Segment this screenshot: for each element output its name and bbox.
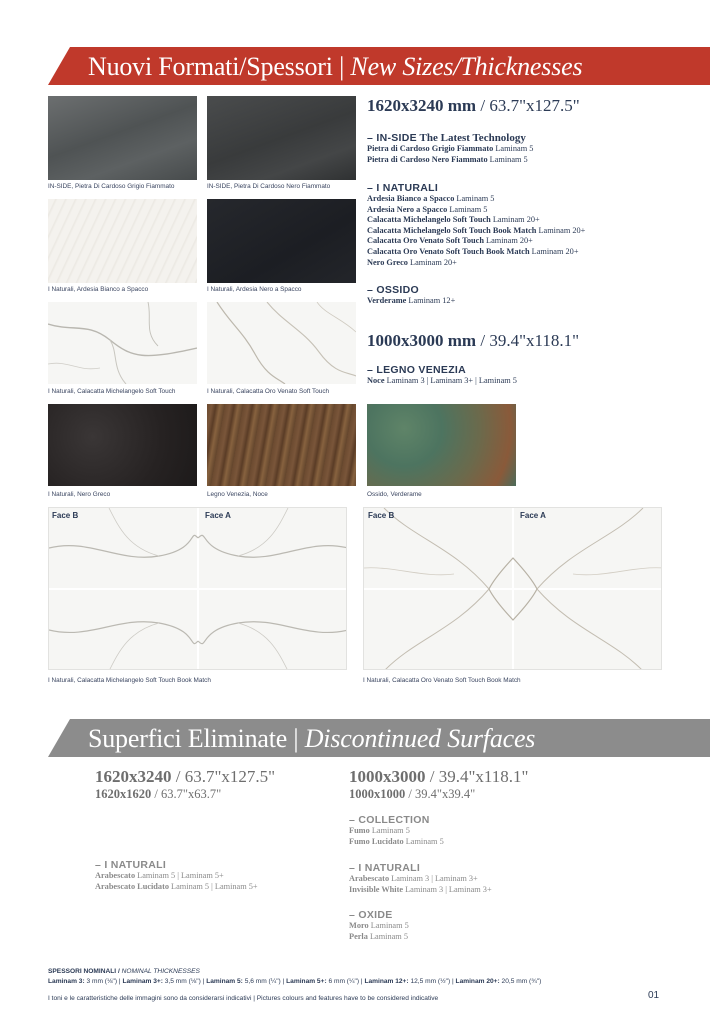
size-sep: /	[171, 767, 185, 786]
size-main: 1620x3240	[95, 767, 172, 786]
size-inch: 63.7"x127.5"	[184, 767, 276, 786]
face-b-label: Face B	[52, 511, 79, 520]
caption-calacatta-michelangelo: I Naturali, Calacatta Michelangelo Soft Touch	[48, 388, 176, 395]
caption-ardesia-bianco: I Naturali, Ardesia Bianco a Spacco	[48, 286, 149, 293]
product-line	[367, 258, 585, 269]
tile-book-match-michelangelo	[48, 507, 347, 670]
tile-ardesia-bianco	[48, 199, 197, 283]
disc-size-1620x3240	[95, 767, 275, 787]
product-line	[367, 236, 585, 247]
section-inside	[367, 132, 533, 165]
nominal-thickness-list: Laminam 3: 3 mm (⅛") | Laminam 3+: 3,5 mm (⅛") | Laminam 5: 5,6 mm (¼") | Laminam 5+: 6 mm (¼") | Laminam 12+: 12,5 mm (½") | Laminam 20+: 20,5 mm (¾")	[48, 978, 542, 985]
size-sep: /	[476, 96, 490, 115]
inside-title: – IN-SIDE	[367, 132, 417, 144]
nominal-thickness-title	[48, 968, 200, 975]
banner-separator: |	[339, 52, 345, 81]
product-line	[367, 215, 585, 226]
tile-calacatta-oro	[207, 302, 356, 384]
caption-calacatta-oro: I Naturali, Calacatta Oro Venato Soft Touch	[207, 388, 330, 395]
product-thickness: Laminam 5 | Laminam 5+	[135, 871, 224, 880]
caption-nero-greco: I Naturali, Nero Greco	[48, 491, 111, 498]
size-sep: /	[476, 331, 490, 350]
product-line	[367, 205, 585, 216]
product-name: Fumo Lucidato	[349, 836, 404, 846]
face-b-label: Face B	[368, 511, 395, 520]
product-thickness: Laminam 12+	[406, 296, 456, 305]
product-name: Moro	[349, 921, 369, 930]
product-thickness: Laminam 20+	[536, 225, 586, 235]
section-i-naturali	[367, 182, 585, 268]
disc-section-oxide	[349, 909, 409, 942]
tile-cardoso-grigio	[48, 96, 197, 180]
product-thickness: Laminam 5	[487, 154, 528, 164]
product-line	[349, 874, 492, 885]
product-line	[349, 921, 409, 932]
product-thickness: Laminam 3 | Laminam 3+	[403, 884, 492, 894]
product-line	[367, 155, 533, 166]
size-main: 1620x1620	[95, 787, 152, 801]
product-name: Ardesia Nero a Spacco	[367, 204, 448, 214]
caption-cardoso-nero: IN-SIDE, Pietra Di Cardoso Nero Fiammato	[207, 183, 331, 190]
section-title: – OXIDE	[349, 909, 393, 921]
product-thickness: Laminam 3 | Laminam 3+	[389, 874, 478, 883]
section-title: – I NATURALI	[95, 859, 167, 871]
product-thickness: Laminam 5	[369, 826, 410, 835]
size-main: 1000x3000	[349, 767, 426, 786]
size-1620x3240-heading	[367, 96, 580, 116]
banner-separator: |	[293, 724, 299, 753]
size-mm: 1000x3000 mm	[367, 331, 477, 350]
size-inch: 39.4"x118.1"	[438, 767, 529, 786]
tile-ardesia-nero	[207, 199, 356, 283]
product-name: Calacatta Michelangelo Soft Touch Book Match	[367, 225, 537, 235]
product-name: Perla	[349, 931, 368, 941]
product-thickness: Laminam 20+	[490, 215, 540, 225]
caption-cardoso-grigio: IN-SIDE, Pietra Di Cardoso Grigio Fiammato	[48, 183, 175, 190]
size-inch: 63.7"x127.5"	[489, 96, 580, 115]
disc-size-1000x1000	[349, 787, 475, 802]
discontinued-banner	[48, 719, 710, 757]
product-name: Verderame	[367, 296, 407, 305]
product-thickness: Laminam 3 | Laminam 3+ | Laminam 5	[384, 376, 517, 385]
disc-section-i-naturali-left	[95, 859, 258, 892]
banner-title-en: New Sizes/Thicknesses	[350, 52, 583, 81]
thickness-value: 6 mm (¼")	[326, 978, 360, 985]
product-name: Ardesia Bianco a Spacco	[367, 194, 455, 203]
product-line	[349, 837, 444, 848]
size-mm: 1620x3240 mm	[367, 96, 477, 115]
size-1000x3000-heading	[367, 331, 579, 351]
product-name: Calacatta Oro Venato Soft Touch Book Match	[367, 246, 530, 256]
thickness-label: Laminam 5+:	[286, 978, 327, 985]
section-title: – OSSIDO	[367, 284, 419, 296]
product-line	[95, 871, 258, 882]
book-match-veins	[364, 508, 662, 670]
size-inch: 39.4"x39.4"	[414, 787, 476, 801]
product-line	[367, 144, 533, 155]
marble-veins	[48, 302, 197, 384]
thickness-label: Laminam 3:	[48, 978, 85, 985]
section-title: – LEGNO VENEZIA	[367, 364, 467, 376]
banner-title	[88, 52, 582, 82]
disc-size-1000x3000	[349, 767, 528, 787]
product-thickness: Laminam 5	[403, 836, 444, 846]
section-title: – I NATURALI	[349, 862, 421, 874]
product-line	[367, 296, 455, 307]
section-title: – I NATURALI	[367, 182, 439, 194]
inside-subtitle: The Latest Technology	[416, 132, 526, 144]
thickness-value: 3,5 mm (⅛")	[162, 978, 201, 985]
product-thickness: Laminam 5	[493, 144, 534, 153]
section-legno-venezia	[367, 364, 517, 387]
product-thickness: Laminam 5	[454, 194, 495, 203]
tile-verderame	[367, 404, 516, 486]
tile-cardoso-nero	[207, 96, 356, 180]
size-sep: /	[425, 767, 439, 786]
nominal-thickness-title-it: SPESSORI NOMINALI /	[48, 968, 120, 975]
product-name: Nero Greco	[367, 257, 408, 267]
tile-nero-greco	[48, 404, 197, 486]
product-name: Pietra di Cardoso Grigio Fiammato	[367, 144, 494, 153]
product-line	[367, 194, 585, 205]
thickness-value: 12,5 mm (½")	[408, 978, 451, 985]
banner-title-it: Superfici Eliminate	[88, 724, 288, 753]
size-main: 1000x1000	[349, 787, 406, 801]
product-name: Arabescato Lucidato	[95, 881, 169, 891]
product-line	[367, 226, 585, 237]
size-sep: /	[405, 787, 415, 801]
size-sep: /	[151, 787, 161, 801]
face-a-label: Face A	[520, 511, 546, 520]
product-thickness: Laminam 20+	[483, 236, 533, 246]
caption-book-match-michelangelo: I Naturali, Calacatta Michelangelo Soft Touch Book Match	[48, 677, 211, 684]
section-ossido	[367, 284, 455, 307]
thickness-value: 5,6 mm (¼")	[242, 978, 281, 985]
tile-calacatta-michelangelo	[48, 302, 197, 384]
disc-size-1620x1620	[95, 787, 221, 802]
product-thickness: Laminam 5	[367, 931, 408, 941]
section-title: – COLLECTION	[349, 814, 430, 826]
size-inch: 63.7"x63.7"	[160, 787, 222, 801]
product-line	[367, 376, 517, 387]
product-name: Pietra di Cardoso Nero Fiammato	[367, 154, 488, 164]
product-name: Arabescato	[95, 871, 136, 880]
thickness-label: Laminam 12+:	[364, 978, 409, 985]
banner-title	[88, 724, 535, 754]
product-thickness: Laminam 5	[447, 204, 488, 214]
product-name: Calacatta Michelangelo Soft Touch	[367, 215, 491, 225]
disc-section-i-naturali-right	[349, 862, 492, 895]
banner-title-it: Nuovi Formati/Spessori	[88, 52, 333, 81]
size-inch: 39.4"x118.1"	[489, 331, 580, 350]
product-name: Arabescato	[349, 874, 390, 883]
product-name: Invisible White	[349, 884, 404, 894]
new-sizes-banner	[48, 47, 710, 85]
caption-verderame: Ossido, Verderame	[367, 491, 422, 498]
face-a-label: Face A	[205, 511, 231, 520]
thickness-label: Laminam 5:	[206, 978, 243, 985]
product-line	[349, 885, 492, 896]
marble-veins	[207, 302, 356, 384]
product-thickness: Laminam 20+	[529, 246, 579, 256]
page-number: 01	[648, 990, 660, 1001]
book-match-veins	[49, 508, 347, 670]
disc-section-collection	[349, 814, 444, 847]
disclaimer: I toni e le caratteristiche delle immagini sono da considerarsi indicativi | Pictures colours and features have to be considered indicative	[48, 995, 439, 1002]
product-name: Calacatta Oro Venato Soft Touch	[367, 236, 484, 246]
caption-legno-noce: Legno Venezia, Noce	[207, 491, 268, 498]
section-title	[367, 132, 533, 144]
product-thickness: Laminam 20+	[407, 257, 457, 267]
product-thickness: Laminam 5	[368, 921, 409, 930]
tile-book-match-oro	[363, 507, 662, 670]
caption-book-match-oro: I Naturali, Calacatta Oro Venato Soft Touch Book Match	[363, 677, 521, 684]
product-line	[367, 247, 585, 258]
product-line	[349, 932, 409, 943]
thickness-value: 20,5 mm (¾")	[499, 978, 542, 985]
tile-legno-noce	[207, 404, 356, 486]
caption-ardesia-nero: I Naturali, Ardesia Nero a Spacco	[207, 286, 302, 293]
thickness-label: Laminam 20+:	[455, 978, 500, 985]
thickness-label: Laminam 3+:	[122, 978, 163, 985]
product-thickness: Laminam 5 | Laminam 5+	[168, 881, 258, 891]
product-name: Fumo	[349, 826, 370, 835]
banner-title-en: Discontinued Surfaces	[304, 724, 536, 753]
product-line	[95, 882, 258, 893]
thickness-value: 3 mm (⅛")	[84, 978, 118, 985]
product-line	[349, 826, 444, 837]
nominal-thickness-title-en: NOMINAL THICKNESSES	[119, 968, 200, 975]
product-name: Noce	[367, 376, 385, 385]
